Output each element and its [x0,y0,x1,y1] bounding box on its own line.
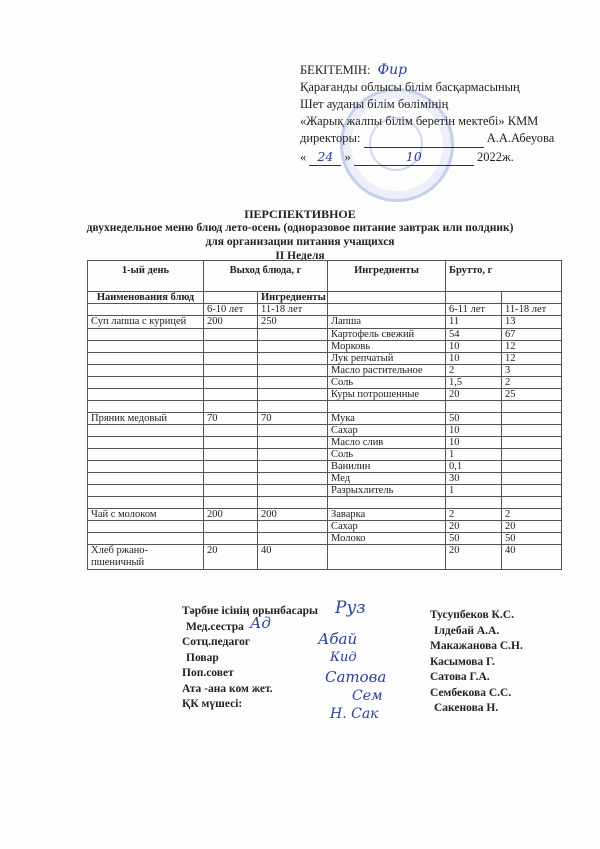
table-row [88,533,562,545]
cell-out-b [258,389,328,401]
cell-out-a: 200 [204,316,258,329]
cell-ingredient [328,545,446,570]
cell-dish [88,377,204,389]
cell-ingredient: Сахар [328,425,446,437]
age-output-b: 11-18 лет [258,304,328,316]
cell-out-b [258,401,328,413]
cell-br-a: 2 [446,365,502,377]
date-year: 2022ж. [477,150,514,164]
cell-br-b [502,413,562,425]
cell-br-a: 2 [446,509,502,521]
cell-out-b [258,377,328,389]
week-label: II Неделя [275,250,325,262]
cell-out-a [204,341,258,353]
table-row [88,401,562,413]
cell-out-b [258,497,328,509]
cell-br-b: 20 [502,521,562,533]
cell-ingredient: Ванилин [328,461,446,473]
director-signature: Фир [377,62,408,78]
table-row [88,521,562,533]
signature-6: Сем [352,688,383,704]
menu-table [87,260,562,570]
signatory-role: Поп.совет [182,667,234,679]
cell-ingredient: Мука [328,413,446,425]
approval-line-3: «Жарық жалпы білім беретін мектебі» КММ [300,114,539,128]
cell-out-a [204,377,258,389]
title-line-2: двухнедельное меню блюд лето-осень (одноразовое питание завтрак или полдник) [86,222,514,234]
header-output: Выход блюда, г [204,261,328,292]
cell-ingredient: Заварка [328,509,446,521]
signature-1: Руз [335,598,366,618]
cell-out-b [258,461,328,473]
age-brutto-b: 11-18 лет [502,304,562,316]
approval-block [300,62,554,166]
cell-out-a [204,329,258,341]
cell-ingredient [328,401,446,413]
signatory-name: Сембекова С.С. [430,686,512,699]
cell-br-a: 10 [446,353,502,365]
cell-ingredient: Молоко [328,533,446,545]
cell-dish [88,533,204,545]
cell-br-a: 10 [446,341,502,353]
cell-br-a [446,497,502,509]
cell-br-b [502,425,562,437]
empty-cell [328,304,446,316]
signatory-name: Сакенова Н. [434,702,499,714]
cell-br-b: 25 [502,389,562,401]
cell-dish [88,329,204,341]
document-title [0,207,600,263]
table-row [88,497,562,509]
signature-underline [364,130,484,148]
cell-out-a [204,389,258,401]
date-month: 10 [354,148,474,166]
cell-ingredient [328,497,446,509]
cell-br-b: 3 [502,365,562,377]
cell-br-a: 54 [446,329,502,341]
table-row [88,329,562,341]
cell-dish [88,521,204,533]
cell-br-a [446,401,502,413]
cell-dish [88,425,204,437]
cell-out-a [204,473,258,485]
subheader-dish-name: Наименования блюд [88,292,204,304]
cell-br-b [502,485,562,497]
cell-ingredient: Масло растительное [328,365,446,377]
signature-5: Сатова [325,668,387,686]
empty-cell [328,292,446,304]
signatory-name: Касымова Г. [430,655,495,668]
cell-br-a: 20 [446,521,502,533]
signatory-role: Повар [186,651,219,664]
age-output-a: 6-10 лет [204,304,258,316]
table-row [88,365,562,377]
table-row [88,353,562,365]
table-row [88,509,562,521]
cell-out-a [204,449,258,461]
cell-out-b [258,365,328,377]
cell-br-a: 10 [446,425,502,437]
table-row [88,316,562,329]
header-ingredients: Ингредиенты [328,261,446,292]
cell-out-a [204,497,258,509]
cell-br-a: 1 [446,485,502,497]
director-label: директоры: [300,131,361,145]
cell-ingredient: Картофель свежий [328,329,446,341]
cell-out-b [258,437,328,449]
cell-out-a [204,485,258,497]
approval-label: БЕКІТЕМІН: [300,63,371,77]
table-row [88,545,562,570]
signatory-name: Ілдебай А.А. [434,624,500,637]
cell-out-b [258,353,328,365]
approval-line-1: Қарағанды облысы білім басқармасының [300,80,520,94]
director-name: А.А.Абеуова [486,131,555,145]
cell-ingredient: Лапша [328,316,446,329]
cell-ingredient: Мед [328,473,446,485]
cell-dish [88,473,204,485]
cell-br-a: 20 [446,389,502,401]
cell-br-a: 1 [446,449,502,461]
cell-br-b: 13 [502,316,562,329]
cell-br-a: 10 [446,437,502,449]
cell-dish: Хлеб ржано-пшеничный [88,545,204,570]
signatory-role: ҚК мүшесі: [182,698,243,710]
cell-ingredient: Масло слив [328,437,446,449]
header-day: 1-ый день [88,261,204,292]
cell-ingredient: Морковь [328,341,446,353]
age-brutto-a: 6-11 лет [446,304,502,316]
table-row [88,377,562,389]
table-row [88,341,562,353]
cell-br-b: 12 [502,353,562,365]
date-quote-close: » [344,150,351,164]
cell-br-a: 11 [446,316,502,329]
table-row [88,485,562,497]
empty-cell [446,292,502,304]
director-line [300,130,554,148]
cell-ingredient: Соль [328,449,446,461]
signature-2: Ад [250,614,271,632]
cell-out-a [204,353,258,365]
signatory-name: Тусупбеков К.С. [430,609,514,621]
cell-br-b [502,473,562,485]
cell-dish [88,389,204,401]
table-row [88,449,562,461]
cell-out-b [258,449,328,461]
table-row [88,413,562,425]
signatory-names [430,608,523,717]
empty-cell [502,292,562,304]
cell-br-a: 20 [446,545,502,570]
cell-br-b [502,449,562,461]
header-brutto: Брутто, г [446,261,562,292]
cell-dish [88,401,204,413]
cell-dish [88,437,204,449]
cell-ingredient: Сахар [328,521,446,533]
cell-out-b [258,533,328,545]
signatory-name: Сатова Г.А. [430,671,490,683]
cell-out-b [258,521,328,533]
table-row [88,473,562,485]
cell-ingredient: Разрыхлитель [328,485,446,497]
cell-dish [88,365,204,377]
cell-dish [88,485,204,497]
cell-br-b: 2 [502,509,562,521]
title-line-1: ПЕРСПЕКТИВНОЕ [244,207,356,221]
cell-out-a [204,461,258,473]
cell-out-b [258,425,328,437]
cell-br-b: 67 [502,329,562,341]
cell-out-a: 70 [204,413,258,425]
cell-dish [88,497,204,509]
table-row [88,425,562,437]
cell-out-a [204,521,258,533]
cell-br-b: 12 [502,341,562,353]
cell-out-b [258,485,328,497]
cell-dish [88,341,204,353]
signature-3: Абай [318,630,358,648]
cell-out-a [204,425,258,437]
signatory-role: Сотц.педагог [182,636,251,648]
cell-ingredient: Куры потрошенные [328,389,446,401]
empty-cell [88,304,204,316]
cell-out-b [258,473,328,485]
cell-out-b: 40 [258,545,328,570]
approval-line-2: Шет ауданы білім бөлімінің [300,97,449,111]
cell-br-b [502,461,562,473]
table-row [88,461,562,473]
cell-out-a: 200 [204,509,258,521]
approval-label-line [300,62,554,79]
signatory-role: Мед.сестра [186,620,244,633]
cell-dish [88,353,204,365]
cell-dish: Суп лапша с курицей [88,316,204,329]
cell-br-b [502,401,562,413]
date-line [300,148,554,166]
cell-br-b [502,437,562,449]
cell-out-a [204,533,258,545]
signatory-role: Тәрбие ісінің орынбасары [182,605,318,617]
cell-br-b: 40 [502,545,562,570]
cell-br-a: 50 [446,533,502,545]
cell-ingredient: Лук репчатый [328,353,446,365]
cell-br-b [502,497,562,509]
cell-br-a: 30 [446,473,502,485]
cell-out-b: 200 [258,509,328,521]
table-age-row [88,304,562,316]
cell-dish: Чай с молоком [88,509,204,521]
cell-dish [88,461,204,473]
cell-br-a: 50 [446,413,502,425]
cell-dish [88,449,204,461]
cell-out-a [204,365,258,377]
table-header-row [88,261,562,292]
signatory-role: Ата -ана ком жет. [182,682,273,695]
empty-cell [204,292,258,304]
cell-out-a [204,401,258,413]
date-day: 24 [309,148,341,166]
table-row [88,389,562,401]
cell-ingredient: Соль [328,377,446,389]
cell-br-a: 0,1 [446,461,502,473]
cell-out-a: 20 [204,545,258,570]
cell-out-b [258,329,328,341]
cell-dish: Пряник медовый [88,413,204,425]
date-quote-open: « [300,150,307,164]
cell-out-b [258,341,328,353]
signature-4: Кид [330,650,357,665]
table-subheader-row [88,292,562,304]
cell-br-b: 2 [502,377,562,389]
signatory-name: Макажанова С.Н. [430,640,523,652]
cell-br-a: 1,5 [446,377,502,389]
cell-out-a [204,437,258,449]
cell-out-b: 70 [258,413,328,425]
cell-out-b: 250 [258,316,328,329]
subheader-ingredients: Ингредиенты [258,292,328,304]
title-line-3: для организации питания учащихся [205,236,395,248]
table-row [88,437,562,449]
signature-7: Н. Сак [330,706,379,722]
cell-br-b: 50 [502,533,562,545]
